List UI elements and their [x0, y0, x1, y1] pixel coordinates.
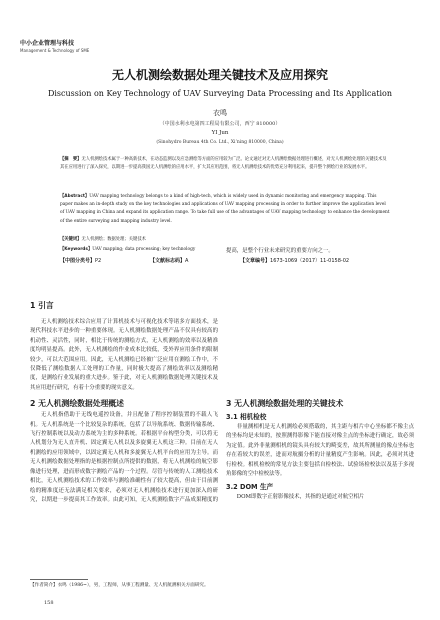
journal-header [20, 38, 89, 53]
abstract-en-text: UAV mapping technology belongs to a kind of high-tech, which is widely used in dynamic monitoring and emergency mapping. This paper makes an in-depth study on the key technologies and applications of UAV mapping processing in order to further improve the application level of UAV mapping in China and expand its application range. To take full use of the advantages of UAV mapping technology to enhance the development of the entire surveying and mapping industry level. [60, 194, 390, 224]
page-number: 158 [44, 600, 54, 606]
section3-1-heading: 3.1 相机检校 [226, 413, 267, 421]
section3-heading: 3 无人机测绘数据处理的关键技术 [226, 399, 344, 408]
section2-heading: 2 无人机测绘数据处理概述 [30, 399, 124, 409]
abstract-en [60, 193, 390, 226]
section3-2-paragraph: DOM即数字正射影像技术，其指的是通过对航空相片 [236, 494, 365, 501]
section3-1-paragraph: 非量测相机是无人机测绘必须搭载的，其主距与相片中心坐标都不像主点的坐标均是未知的，按照测得影像下能直接对像主点的坐标进行确定，故必须为定值。此外非量测相机的镜头具有较大的畸变差，故其所测量的像点坐标也存在着较大的误差，进而对航摄分析的计量精度产生影响。因此，必须对其进行检校。相机检校的常见方法主要包括自检校法、试验场检校法以及基于多视角影像的空中检校法等。 [226, 424, 414, 478]
journal-name-cn: 中小企业管理与科技 [20, 40, 75, 47]
section1-paragraph: 无人机测绘技术综合应用了计算机技术与可视化技术等诸多方面技术，是现代科技水平进步的一种重要体现。无人机测绘数据处理产品不仅具有较高的机动性、灵活性，同时，相比于传统的测绘方式，无人机测绘的效率以及精准度均明显提高。此外，无人机测绘的作业成本比较低，受外界应用条件的限制较少，可以大范围应用。因此，无人机测绘已经被广泛应用在测绘工作中，不仅降低了测绘数据人工处理的工作量，同时极大提高了测绘效率以及测绘精度，是测绘行业发展的重大进步。鉴于此，对无人机测绘数据处理关键技术及其应用进行研究，有着十分重要的现实意义。 [30, 319, 218, 391]
article-value: 1673-1069（2017）11-0158-02 [270, 258, 350, 264]
affiliation-en: (Sinohydro Bureau 4th Co. Ltd., Xi’ning 810000, China) [156, 140, 284, 145]
clc-value: P2 [95, 258, 102, 264]
left-column [30, 318, 218, 505]
keywords-cn-text: 无人机测绘；数据处理；关键技术 [81, 237, 146, 242]
author-footnote: 【作者简介】衣鸣（1986~），男，工程师，从事工程测量、无人机航测相关方面研究。 [30, 583, 209, 588]
clc-number [60, 257, 101, 264]
title-en: Discussion on Key Technology of UAV Surveying Data Processing and Its Application [47, 89, 393, 98]
document-code [150, 257, 188, 264]
right-column [226, 247, 414, 503]
journal-name-en: Management & Technology of SME [20, 48, 90, 53]
abstract-cn [60, 156, 390, 172]
doc-label: 【文献标志码】 [150, 258, 186, 264]
abstract-cn-text: 无人机测绘技术属于一种高新技术，在动态监测以及应急测绘等方面的应用较为广泛。论文通过对无人机测绘数据处理进行概述，对无人机测绘处理的关键技术及其在应用进行了深入探究，以期进一步提高我国无人机测绘的应用水平，扩大其应用范围，将无人机测绘技术的优势充分利用起来，提升整个测绘行业的发展水平。 [60, 157, 387, 171]
abstract-cn-tag: 【摘 要】 [60, 157, 82, 162]
author-cn: 衣鸣 [213, 109, 227, 117]
keywords-en-text: UAV mapping; data processing; key technology [92, 247, 196, 252]
abstract-en-tag: 【Abstract】 [60, 194, 90, 199]
clc-label: 【中图分类号】 [60, 258, 96, 264]
author-en: YI Jun [211, 130, 229, 136]
doc-value: A [185, 258, 189, 264]
keywords-cn-tag: 【关键词】 [60, 237, 82, 242]
keywords-cn [60, 236, 390, 244]
section1-heading: 1 引言 [30, 301, 54, 310]
keywords-en-tag: 【Keywords】 [60, 247, 93, 252]
title-cn: 无人机测绘数据处理关键技术及应用探究 [111, 68, 328, 82]
footnote-rule [30, 579, 88, 580]
section2-paragraph-continued: 提高，是整个行业未来研究的重要方向之一。 [226, 248, 334, 255]
section3-2-heading: 3.2 DOM 生产 [226, 483, 274, 492]
affiliation-cn: （中国水利水电第四工程局有限公司，西宁 810000） [159, 121, 281, 127]
article-label: 【文章编号】 [240, 258, 271, 264]
section2-paragraph: 无人机指借助于无线电遥控设备，并且配备了程序控制装置的不载人飞机。无人机系统是一个比较复杂的系统，包括了以导航系统、数据传输系统、飞行控制系统以及动力系统为主的多种系统。若根据平台构型分类，可以将无人机划分为无人直升机、固定翼无人机以及多旋翼无人机这三种。目前在无人机测绘的应用领域中，以固定翼无人机和多旋翼无人机平台的应用为主导。而无人机测绘数据处理指的是根据控制点所提供的数据，将无人机测绘的航空影像进行处理，进而形成数字测绘产品的一个过程。尽管与传统的人工测绘技术相比，无人机测绘技术的工作效率与测绘准确性有了较大提高，但由于目前测绘的精准度还无法满足相关要求，必须对无人机测绘技术进行更加深入的研究，以期进一步提高其工作效率。由此可知，无人机测绘数字产品成果精度的 [30, 412, 218, 503]
